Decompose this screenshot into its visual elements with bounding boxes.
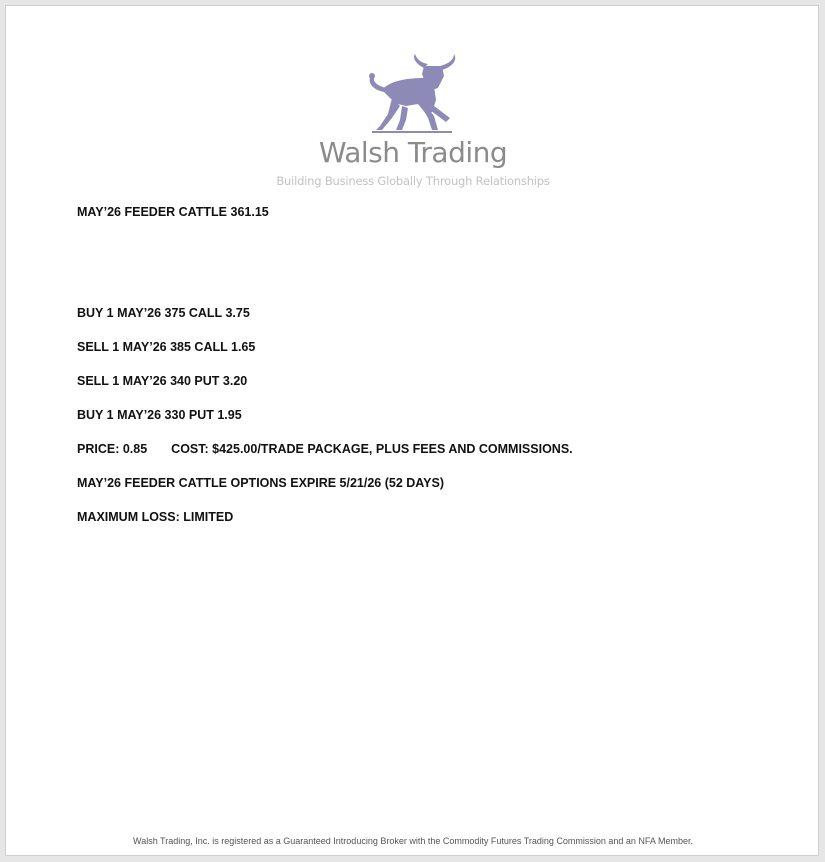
trade-leg: SELL 1 MAY’26 385 CALL 1.65 bbox=[77, 340, 256, 354]
brand-tagline: Building Business Globally Through Relationships bbox=[276, 174, 550, 188]
trade-leg: BUY 1 MAY’26 375 CALL 3.75 bbox=[77, 306, 250, 320]
company-logo bbox=[6, 54, 820, 194]
max-loss-text: MAXIMUM LOSS: LIMITED bbox=[77, 510, 234, 524]
trade-leg: SELL 1 MAY’26 340 PUT 3.20 bbox=[77, 374, 248, 388]
bull-logo-icon bbox=[362, 54, 462, 134]
price-cost-line bbox=[77, 442, 573, 456]
underlying-quote: MAY’26 FEEDER CATTLE 361.15 bbox=[77, 205, 269, 219]
trade-leg: BUY 1 MAY’26 330 PUT 1.95 bbox=[77, 408, 242, 422]
brand-name: Walsh Trading bbox=[318, 136, 508, 169]
document-page bbox=[5, 5, 819, 856]
footer-disclaimer: Walsh Trading, Inc. is registered as a Guaranteed Introducing Broker with the Commodity Futures Trading Commission and an NFA Member. bbox=[133, 836, 693, 846]
price-text: PRICE: 0.85 bbox=[77, 442, 148, 456]
expiry-text: MAY’26 FEEDER CATTLE OPTIONS EXPIRE 5/21/26 (52 DAYS) bbox=[77, 476, 445, 490]
cost-text: COST: $425.00/TRADE PACKAGE, PLUS FEES AND COMMISSIONS. bbox=[171, 442, 573, 456]
